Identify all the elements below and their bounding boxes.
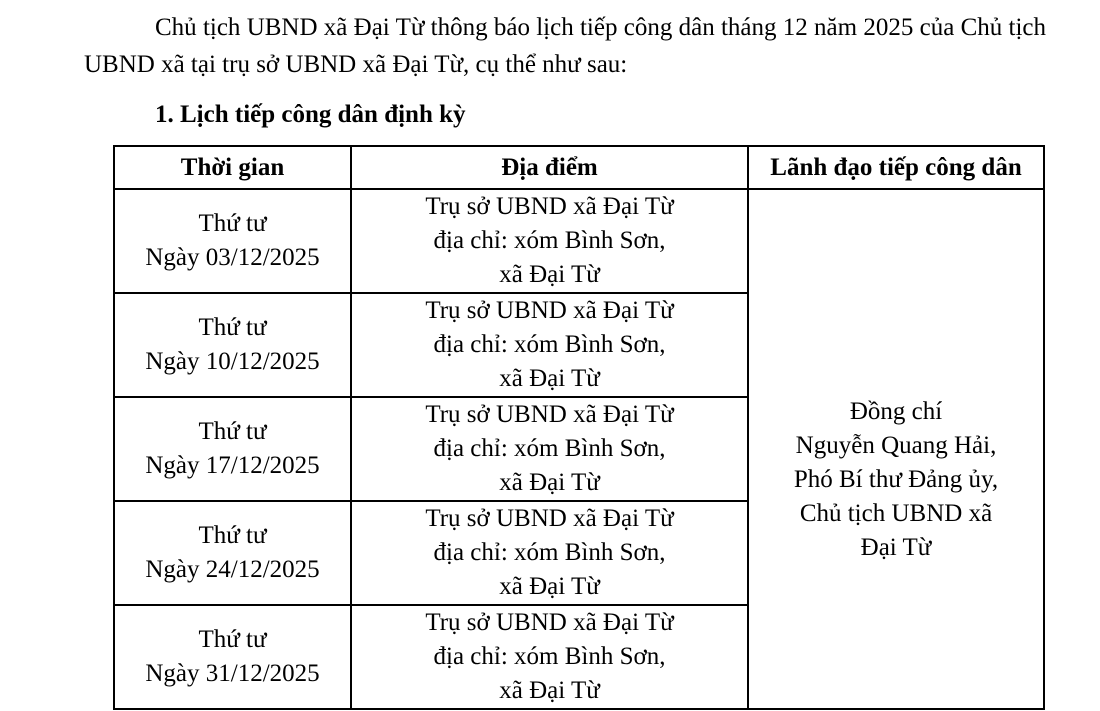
location-line: xã Đại Từ [499,469,600,496]
location-line: xã Đại Từ [499,261,600,288]
time-cell [114,189,351,293]
leader-cell [748,189,1044,709]
col-header-location: Địa điểm [351,146,748,189]
leader-line: Đại Từ [860,534,932,561]
leader-line: Phó Bí thư Đảng ủy, [793,466,999,493]
location-line: địa chỉ: xóm Bình Sơn, [433,227,666,254]
leader-line: Nguyễn Quang Hải, [795,432,997,459]
weekday-text: Thứ tư [198,522,267,549]
date-text: Ngày 24/12/2025 [145,556,320,583]
weekday-text: Thứ tư [198,418,267,445]
time-cell [114,605,351,709]
intro-paragraph: Chủ tịch UBND xã Đại Từ thông báo lịch tiếp công dân tháng 12 năm 2025 của Chủ tịch UBND xã tại trụ sở UBND xã Đại Từ, cụ thể như sau: [84,14,1046,78]
location-line: địa chỉ: xóm Bình Sơn, [433,539,666,566]
location-line: Trụ sở UBND xã Đại Từ [425,193,674,220]
weekday-text: Thứ tư [198,626,267,653]
location-cell [351,501,748,605]
date-text: Ngày 03/12/2025 [145,244,320,271]
location-cell [351,605,748,709]
time-cell [114,293,351,397]
location-cell [351,293,748,397]
col-header-time: Thời gian [114,146,351,189]
time-cell [114,397,351,501]
location-line: địa chỉ: xóm Bình Sơn, [433,331,666,358]
location-line: xã Đại Từ [499,365,600,392]
location-line: Trụ sở UBND xã Đại Từ [425,609,674,636]
location-line: xã Đại Từ [499,573,600,600]
location-line: địa chỉ: xóm Bình Sơn, [433,435,666,462]
weekday-text: Thứ tư [198,314,267,341]
time-cell [114,501,351,605]
header-row [114,146,1044,189]
leader-line: Đồng chí [849,398,943,425]
date-text: Ngày 17/12/2025 [145,452,320,479]
col-header-leader: Lãnh đạo tiếp công dân [748,146,1044,189]
location-line: địa chỉ: xóm Bình Sơn, [433,643,666,670]
reception-schedule-table [113,145,1045,710]
date-text: Ngày 10/12/2025 [145,348,320,375]
location-line: xã Đại Từ [499,677,600,704]
date-text: Ngày 31/12/2025 [145,660,320,687]
location-cell [351,189,748,293]
section-heading: 1. Lịch tiếp công dân định kỳ [155,101,466,128]
location-line: Trụ sở UBND xã Đại Từ [425,505,674,532]
leader-line: Chủ tịch UBND xã [799,500,993,527]
location-line: Trụ sở UBND xã Đại Từ [425,297,674,324]
table-row [114,189,1044,293]
weekday-text: Thứ tư [198,210,267,237]
location-cell [351,397,748,501]
location-line: Trụ sở UBND xã Đại Từ [425,401,674,428]
